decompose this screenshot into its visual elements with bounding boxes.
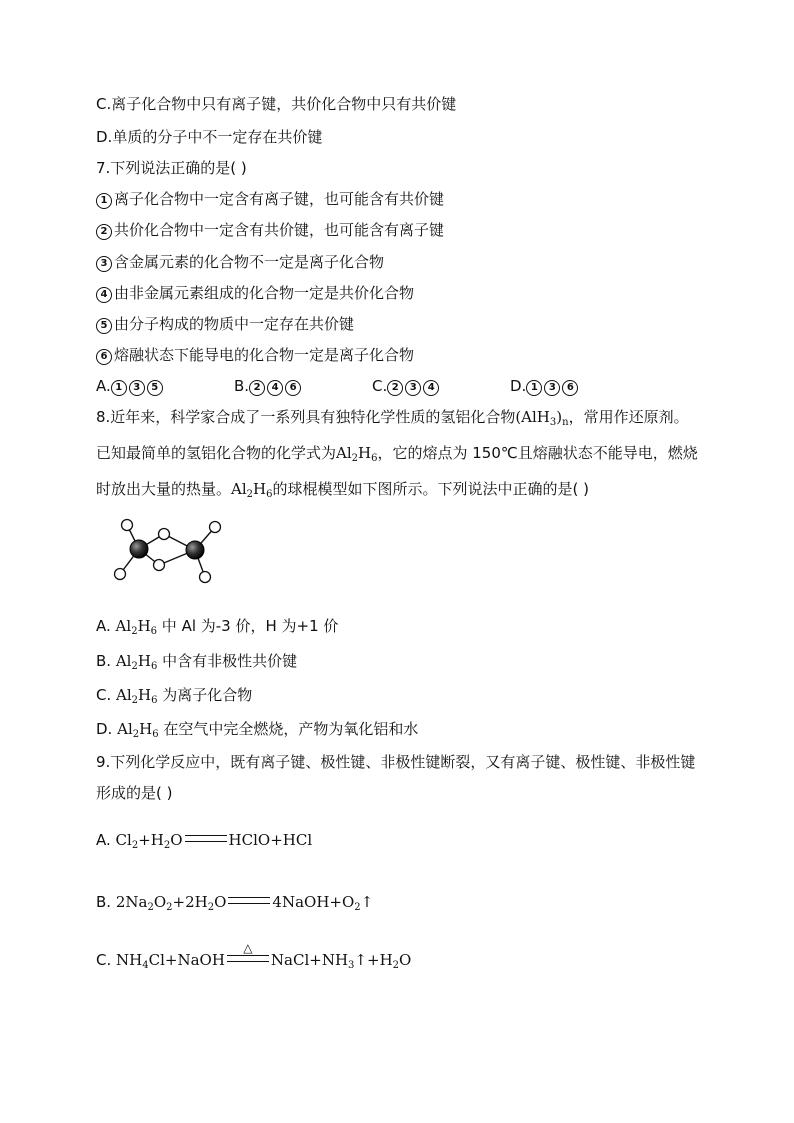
q7-options — [96, 376, 696, 396]
q7-item-text: 熔融状态下能导电的化合物一定是离子化合物 — [114, 346, 415, 364]
q8-option-b: B. $Al_2H_6$ 中含有非极性共价键 — [96, 652, 298, 672]
al2h6-ball-stick-model — [106, 514, 230, 590]
q9-option-c: C. $NH_4Cl+NaOH$ △ $NaCl+NH_3↑+H_2O$ — [96, 950, 411, 976]
q9-stem: 9.下列化学反应中，既有离子键、极性键、非极性键断裂，又有离子键、极性键、非极性键形成的是( ) — [96, 753, 696, 802]
aluminum-atom — [130, 540, 148, 558]
circled-number: 1 — [526, 380, 542, 396]
circled-number: 2 — [387, 380, 403, 396]
circled-number: 5 — [147, 380, 163, 396]
q7-item-text: 含金属元素的化合物不一定是离子化合物 — [114, 253, 385, 271]
equation-b: $2Na_2O_2+2H_2O$ $4NaOH+O_2↑$ — [115, 893, 374, 913]
aluminum-atom — [186, 541, 204, 559]
circled-number: 3 — [544, 380, 560, 396]
equals-double-line — [228, 897, 270, 904]
hydrogen-atom — [122, 520, 133, 531]
gas-arrow-icon: ↑ — [354, 951, 367, 969]
q7-item-6 — [96, 345, 414, 365]
q7-option-a: A. 1 3 5 — [96, 376, 165, 396]
hydrogen-atom — [210, 522, 221, 533]
q7-stem: 7.下列说法正确的是( ) — [96, 159, 247, 177]
q8-option-d: D. $Al_2H_6$ 在空气中完全燃烧，产物为氧化铝和水 — [96, 720, 419, 740]
equation-c: $NH_4Cl+NaOH$ △ $NaCl+NH_3↑+H_2O$ — [116, 951, 411, 969]
circled-number: 6 — [285, 380, 301, 396]
circled-number: 4 — [423, 380, 439, 396]
circled-number: 6 — [562, 380, 578, 396]
circled-number: 4 — [267, 380, 283, 396]
q7-item-text: 离子化合物中一定含有离子键，也可能含有共价键 — [114, 190, 445, 208]
q7-item-4 — [96, 283, 414, 303]
hydrogen-atom — [115, 569, 126, 580]
q7-option-c: C. 2 3 4 — [372, 376, 441, 396]
circled-number: 3 — [96, 256, 112, 272]
q8-option-a: A. $Al_2H_6$ 中 Al 为-3 价，H 为+1 价 — [96, 617, 339, 637]
hydrogen-atom — [154, 560, 165, 571]
hydrogen-atom — [159, 529, 170, 540]
gas-arrow-icon: ↑ — [360, 893, 374, 911]
q7-item-text: 由分子构成的物质中一定存在共价键 — [114, 315, 355, 333]
q7-item-text: 共价化合物中一定含有共价键，也可能含有离子键 — [114, 221, 445, 239]
circled-number: 6 — [96, 349, 112, 365]
q7-item-2 — [96, 220, 444, 240]
equals-double-line — [185, 835, 227, 842]
circled-number: 3 — [405, 380, 421, 396]
equation-a: $Cl_2+H_2O$ HClO+HCl — [115, 831, 313, 851]
q7-item-5 — [96, 314, 354, 334]
q7-item-text: 由非金属元素组成的化合物一定是共价化合物 — [114, 284, 415, 302]
q6-option-c: C.离子化合物中只有离子键，共价化合物中只有共价键 — [96, 95, 457, 113]
circled-number: 5 — [96, 318, 112, 334]
q7-option-d: D. 1 3 6 — [510, 376, 580, 396]
al2h6-formula: $Al_2H_6$ — [231, 480, 273, 500]
circled-number: 4 — [96, 287, 112, 303]
q9-option-a: A. $Cl_2+H_2O$ HClO+HCl — [96, 831, 313, 851]
q7-item-3 — [96, 252, 384, 272]
circled-number: 2 — [96, 224, 112, 240]
q7-item-1 — [96, 189, 444, 209]
hydrogen-atom — [200, 572, 211, 583]
circled-number: 3 — [129, 380, 145, 396]
equals-double-line — [227, 941, 269, 962]
circled-number: 1 — [96, 193, 112, 209]
q8-option-c: C. $Al_2H_6$ 为离子化合物 — [96, 686, 253, 706]
q8-stem: 8.近年来，科学家合成了一系列具有独特化学性质的氢铝化合物$(AlH_3)_n$，常用作还原剂。已知最简单的氢铝化合物的化学式为$Al_2H_6$，它的熔点为 150℃且熔融状态不能导电，燃烧时放出大量的热量。$Al_2H_6$的球棍模型如下图所示。下列说法中正确的是( ) — [96, 408, 698, 500]
al2h6-formula: $Al_2H_6$ — [336, 444, 378, 464]
heat-symbol-icon: △ — [243, 941, 253, 955]
alh3-polymer-formula: $(AlH_3)_n$ — [515, 408, 569, 428]
q6-option-d: D.单质的分子中不一定存在共价键 — [96, 128, 323, 146]
q9-option-b: B. $2Na_2O_2+2H_2O$ $4NaOH+O_2↑$ — [96, 893, 374, 913]
circled-number: 2 — [249, 380, 265, 396]
circled-number: 1 — [111, 380, 127, 396]
q7-option-b: B. 2 4 6 — [234, 376, 303, 396]
